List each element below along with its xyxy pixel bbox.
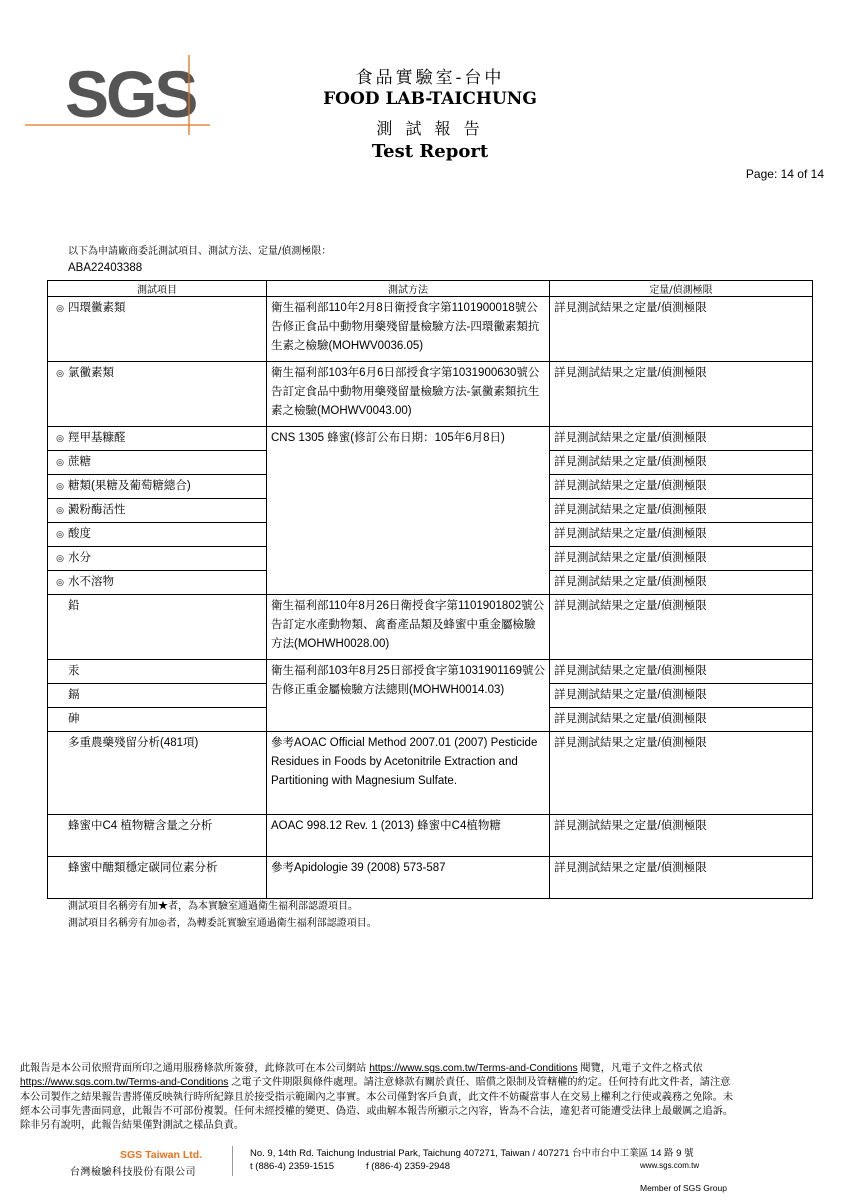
item-cell bbox=[48, 427, 267, 451]
header-limit: 定量/偵測極限 bbox=[550, 281, 813, 297]
report-title-cn: 測 試 報 告 bbox=[376, 119, 484, 138]
item-name: 羥甲基糠醛 bbox=[68, 432, 126, 444]
test-items-table bbox=[47, 280, 813, 899]
item-name: 澱粉酶活性 bbox=[68, 504, 126, 516]
table-row bbox=[48, 732, 813, 815]
item-cell bbox=[48, 815, 267, 857]
table-row bbox=[48, 595, 813, 660]
item-cell bbox=[48, 732, 267, 815]
disclaimer-line4: 經本公司事先書面同意，此報告不可部份複製。任何未經授權的變更、偽造、或曲解本報告所顯示之內容，皆為不合法，違犯者可能遭受法律上最嚴厲之追訴。 bbox=[20, 1105, 734, 1117]
header-test-item: 測試項目 bbox=[48, 281, 267, 297]
mark-icon: ◎ bbox=[56, 303, 64, 313]
limit-cell: 詳見測試結果之定量/偵測極限 bbox=[550, 660, 813, 684]
terms-link-2[interactable]: https://www.sgs.com.tw/Terms-and-Conditions bbox=[20, 1077, 229, 1089]
item-name: 蜂蜜中C4 植物糖含量之分析 bbox=[68, 820, 213, 832]
mark-icon: ◎ bbox=[56, 433, 64, 443]
method-cell: 參考AOAC Official Method 2007.01 (2007) Pesticide Residues in Foods by Acetonitrile Extraction and Partitioning with Magnesium Sulfate. bbox=[267, 732, 550, 815]
lab-name-cn: 食品實驗室-台中 bbox=[355, 68, 505, 88]
item-cell bbox=[48, 523, 267, 547]
limit-cell: 詳見測試結果之定量/偵測極限 bbox=[550, 475, 813, 499]
footer-tel: t (886-4) 2359-1515 bbox=[250, 1161, 334, 1172]
disclaimer-line5: 除非另有說明，此報告結果僅對測試之樣品負責。 bbox=[20, 1120, 245, 1132]
method-cell: CNS 1305 蜂蜜(修訂公布日期：105年6月8日) bbox=[267, 427, 550, 595]
method-cell: 衛生福利部103年8月25日部授食字第1031901169號公告修正重金屬檢驗方法總則(MOHWH0014.03) bbox=[267, 660, 550, 732]
limit-cell: 詳見測試結果之定量/偵測極限 bbox=[550, 857, 813, 899]
terms-link[interactable]: https://www.sgs.com.tw/Terms-and-Conditions bbox=[369, 1063, 578, 1074]
footer-company-en: SGS Taiwan Ltd. bbox=[120, 1149, 203, 1161]
method-cell: AOAC 998.12 Rev. 1 (2013) 蜂蜜中C4植物糖 bbox=[267, 815, 550, 857]
method-cell: 衛生福利部110年8月26日衛授食字第1101901802號公告訂定水產動物類、禽畜產品類及蜂蜜中重金屬檢驗方法(MOHWH0028.00) bbox=[267, 595, 550, 660]
item-cell bbox=[48, 660, 267, 684]
method-cell: 衛生福利部110年2月8日衛授食字第1101900018號公告修正食品中動物用藥殘留量檢驗方法-四環黴素類抗生素之檢驗(MOHWV0036.05) bbox=[267, 297, 550, 362]
disclaimer-line1-a: 此報告是本公司依照背面所印之通用服務條款所簽發，此條款可在本公司網站 bbox=[20, 1063, 370, 1074]
sgs-logo-text: SGS bbox=[65, 57, 196, 131]
item-cell bbox=[48, 595, 267, 660]
limit-cell: 詳見測試結果之定量/偵測極限 bbox=[550, 684, 813, 708]
table-row bbox=[48, 857, 813, 899]
mark-icon: ◎ bbox=[56, 529, 64, 539]
mark-icon: ◎ bbox=[56, 368, 64, 378]
disclaimer-line1-b: 閱覽，凡電子文件之格式依 bbox=[577, 1063, 703, 1074]
method-cell: 衛生福利部103年6月6日部授食字第1031900630號公告訂定食品中動物用藥殘留量檢驗方法-氯黴素類抗生素之檢驗(MOHWV0043.00) bbox=[267, 362, 550, 427]
lab-name-en: FOOD LAB-TAICHUNG bbox=[323, 89, 537, 109]
limit-cell: 詳見測試結果之定量/偵測極限 bbox=[550, 571, 813, 595]
footer-company-cn: 台灣檢驗科技股份有限公司 bbox=[70, 1167, 196, 1178]
method-cell: 參考Apidologie 39 (2008) 573-587 bbox=[267, 857, 550, 899]
report-title-en: Test Report bbox=[371, 141, 489, 162]
item-cell bbox=[48, 571, 267, 595]
item-name: 鎘 bbox=[68, 689, 80, 701]
table-header-row bbox=[48, 281, 813, 297]
limit-cell: 詳見測試結果之定量/偵測極限 bbox=[550, 427, 813, 451]
item-name: 鉛 bbox=[68, 600, 80, 612]
item-cell bbox=[48, 708, 267, 732]
table-row bbox=[48, 815, 813, 857]
report-number: ABA22403388 bbox=[68, 262, 143, 274]
footer-member: Member of SGS Group bbox=[640, 1183, 727, 1193]
item-name: 蜂蜜中醣類穩定碳同位素分析 bbox=[68, 862, 218, 874]
intro-text: 以下為申請廠商委託測試項目、測試方法、定量/偵測極限： bbox=[68, 246, 332, 257]
mark-icon: ◎ bbox=[56, 577, 64, 587]
item-name: 砷 bbox=[68, 713, 80, 725]
limit-cell: 詳見測試結果之定量/偵測極限 bbox=[550, 362, 813, 427]
footer-fax: f (886-4) 2359-2948 bbox=[366, 1161, 450, 1172]
item-name: 糖類(果糖及葡萄糖總合) bbox=[68, 480, 191, 492]
disclaimer-line3: 本公司製作之結果報告書將僅反映執行時所紀錄且於接受指示範圍內之事實。本公司僅對客戶負責，此文件不妨礙當事人在交易上權利之行使或義務之免除。未 bbox=[20, 1091, 734, 1103]
limit-cell: 詳見測試結果之定量/偵測極限 bbox=[550, 708, 813, 732]
mark-icon: ◎ bbox=[56, 481, 64, 491]
table-row bbox=[48, 362, 813, 427]
mark-icon: ◎ bbox=[56, 457, 64, 467]
header-test-method: 測試方法 bbox=[267, 281, 550, 297]
disclaimer bbox=[20, 1062, 830, 1133]
sgs-logo bbox=[25, 55, 210, 135]
limit-cell: 詳見測試結果之定量/偵測極限 bbox=[550, 732, 813, 815]
limit-cell: 詳見測試結果之定量/偵測極限 bbox=[550, 523, 813, 547]
disclaimer-line2-b: 之電子文件期限與條件處理。請注意條款有關於責任、賠償之限制及管轄權的約定。任何持有此文件者，請注意 bbox=[228, 1077, 731, 1089]
item-cell bbox=[48, 451, 267, 475]
limit-cell: 詳見測試結果之定量/偵測極限 bbox=[550, 595, 813, 660]
limit-cell: 詳見測試結果之定量/偵測極限 bbox=[550, 451, 813, 475]
note-star: 測試項目名稱旁有加★者，為本實驗室通過衛生福利部認證項目。 bbox=[68, 901, 358, 912]
item-cell bbox=[48, 499, 267, 523]
item-name: 蔗糖 bbox=[68, 456, 91, 468]
item-cell bbox=[48, 297, 267, 362]
mark-icon: ◎ bbox=[56, 553, 64, 563]
table-row bbox=[48, 297, 813, 362]
item-cell bbox=[48, 547, 267, 571]
item-name: 水分 bbox=[68, 552, 91, 564]
item-name: 四環黴素類 bbox=[68, 302, 126, 314]
note-double-circle: 測試項目名稱旁有加◎者，為轉委託實驗室通過衛生福利部認證項目。 bbox=[68, 918, 377, 929]
item-name: 多重農藥殘留分析(481項) bbox=[68, 737, 199, 749]
item-cell bbox=[48, 684, 267, 708]
item-cell bbox=[48, 475, 267, 499]
item-name: 酸度 bbox=[68, 528, 91, 540]
footer-website[interactable]: www.sgs.com.tw bbox=[640, 1161, 700, 1170]
table-row bbox=[48, 427, 813, 451]
item-name: 汞 bbox=[68, 665, 80, 677]
table-row bbox=[48, 660, 813, 684]
footer-divider bbox=[232, 1146, 233, 1176]
item-name: 氯黴素類 bbox=[68, 367, 114, 379]
limit-cell: 詳見測試結果之定量/偵測極限 bbox=[550, 499, 813, 523]
limit-cell: 詳見測試結果之定量/偵測極限 bbox=[550, 815, 813, 857]
limit-cell: 詳見測試結果之定量/偵測極限 bbox=[550, 547, 813, 571]
item-cell bbox=[48, 362, 267, 427]
item-cell bbox=[48, 857, 267, 899]
mark-icon: ◎ bbox=[56, 505, 64, 515]
item-name: 水不溶物 bbox=[68, 576, 114, 588]
page-number: Page: 14 of 14 bbox=[745, 167, 824, 181]
limit-cell: 詳見測試結果之定量/偵測極限 bbox=[550, 297, 813, 362]
footer-address: No. 9, 14th Rd. Taichung Industrial Park, Taichung 407271, Taiwan / 407271 台中市台中工業區 14 路 9 號 bbox=[250, 1148, 694, 1159]
